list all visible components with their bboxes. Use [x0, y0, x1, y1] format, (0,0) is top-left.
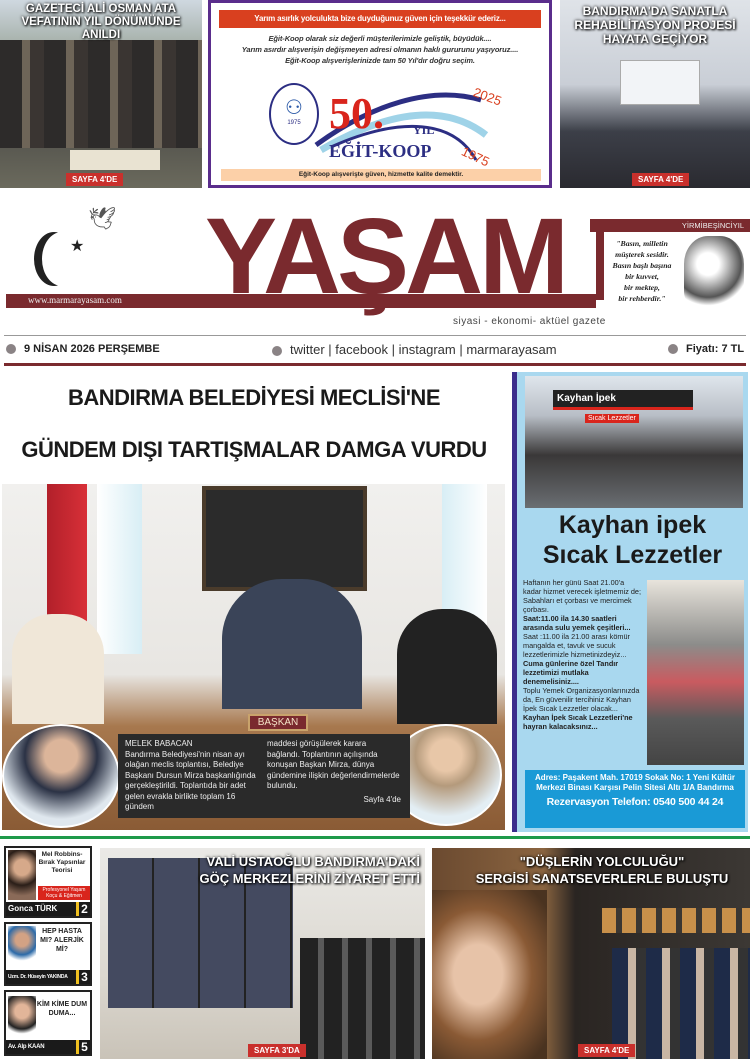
phone[interactable]: Rezervasyon Telefon: 0540 500 44 24	[546, 796, 724, 808]
top-right-story[interactable]	[560, 0, 750, 188]
page-number: 3	[76, 970, 90, 984]
photo-people	[0, 40, 202, 148]
page-ref: SAYFA 4'DE	[66, 173, 123, 186]
photo-screen	[620, 60, 700, 105]
page-ref[interactable]: Sayfa 4'de	[363, 794, 401, 804]
store-sign: Kayhan İpek	[557, 393, 616, 404]
kayhan-ipek-ad[interactable]	[512, 372, 748, 832]
top-left-headline: GAZETECİ ALİ OSMAN ATA VEFATININ YIL DÖNÜMÜNDE ANILDI	[21, 3, 181, 41]
website-link[interactable]: www.marmarayasam.com	[28, 295, 122, 305]
columnist-photo	[8, 926, 36, 966]
portrait-frame	[202, 486, 367, 591]
person	[397, 609, 497, 724]
ad-footer: Eğit-Koop alışverişte güven, hizmette kalite demektir.	[221, 169, 541, 181]
price: Fiyatı: 7 TL	[668, 343, 744, 355]
photo-people	[300, 938, 425, 1059]
brand-name: EĞİT-KOOP	[329, 141, 432, 161]
tagline: siyasi - ekonomi- aktüel gazete	[453, 316, 606, 327]
anniversary-number: 50.	[329, 89, 384, 138]
bottom-mid-story[interactable]	[100, 848, 425, 1059]
main-story-photo[interactable]	[2, 484, 505, 830]
columnist-card[interactable]: KİM KİME DUM DUMA... Av. Alp KAAN 5	[4, 990, 92, 1056]
story-excerpt: MELEK BABACAN Bandırma Belediyesi'nin nisan ayı olağan meclis toplantısı, Belediye Başkanı Dursun Mirza başkanlığında gerçekleştirildi. Toplantıda bir adet gelen evrakla birlikte toplam 16 gündem maddesi görüşülerek karara bağlandı. Toplantının açılışında konuşan Başkan Mirza, dünya gündemine ilişkin değerlendirmelerde bulundu. Sayfa 4'de	[118, 734, 410, 818]
year-label: YİRMİBEŞİNCİYIL	[590, 219, 750, 232]
divider	[4, 363, 746, 366]
top-right-headline: BANDIRMA'DA SANATLA REHABİLİTASYON PROJESİ HAYATA GEÇİYOR	[574, 4, 736, 46]
bottom-right-headline: "DÜŞLERİN YOLCULUĞU" SERGİSİ SANATSEVERLERLE BULUŞTU	[475, 854, 729, 886]
ataturk-quote: "Basın, milletin müşterek sesidir. Basın başlı başına bir kuvvet, bir mektep, bir rehberdir."	[612, 239, 672, 303]
author: MELEK BABACAN	[125, 739, 193, 748]
ad-contact: Adres: Paşakent Mah. 17019 Sokak No: 1 Yeni Kültür Merkezi Binası Karşısı Pelin Sitesi Altı 1/A Bandırma Rezervasyon Telefon: 0540 500 44 24	[525, 770, 745, 828]
columnist-photo	[8, 996, 36, 1040]
flag	[47, 484, 87, 634]
egit-koop-logo: ⚇ 1975	[269, 83, 319, 145]
inset-photo	[2, 724, 120, 828]
flag	[97, 484, 142, 654]
page-number: 5	[76, 1040, 90, 1054]
person	[222, 579, 362, 709]
columnist-role: Profesyonel Yaşam Koçu & Eğitmen	[38, 886, 90, 900]
ad-title: Kayhan ipek Sıcak Lezzetler	[542, 511, 723, 569]
painting	[432, 890, 547, 1059]
page-ref: SAYFA 4'DE	[632, 173, 689, 186]
masthead-title: YAŞAM	[204, 195, 566, 316]
page-ref: SAYFA 3'DA	[248, 1044, 306, 1057]
yil-label: YIL	[413, 123, 435, 137]
columnist-photo	[8, 850, 36, 900]
masthead-frame	[596, 232, 604, 300]
page-number: 2	[76, 902, 90, 916]
year-end: 2025	[471, 84, 504, 109]
store-sign-sub: Sıcak Lezzetler	[585, 414, 639, 423]
page-ref: SAYFA 4'DE	[578, 1044, 635, 1057]
divider	[0, 836, 750, 839]
bottom-right-story[interactable]	[432, 848, 750, 1059]
photo-grave	[70, 150, 160, 170]
top-left-story[interactable]	[0, 0, 202, 188]
person	[12, 614, 104, 724]
ad-photo-interior	[647, 580, 744, 765]
social-links: twitter | facebook | instagram | marmarayasam	[272, 342, 557, 357]
main-headline[interactable]: BANDIRMA BELEDİYESİ MECLİSİ'NE GÜNDEM DIŞI TARTIŞMALAR DAMGA VURDU	[21, 385, 487, 462]
date: 9 NİSAN 2026 PERŞEMBE	[6, 343, 160, 355]
photo-people	[612, 948, 750, 1059]
ataturk-portrait	[684, 236, 744, 306]
year-start: 1975	[459, 143, 492, 170]
columnist-card[interactable]: Mel Robbins-Bırak Yapsınlar Teorisi Profesyonel Yaşam Koçu & Eğitmen Gonca TÜRK 2	[4, 846, 92, 918]
bottom-mid-headline: VALİ USTAOĞLU BANDIRMA'DAKİ GÖÇ MERKEZLERİNİ ZİYARET ETTİ	[199, 854, 420, 886]
ad-text: Eğit-Koop olarak siz değerli müşterilerimizle geliştik, büyüdük.... Yarım asırdır alışverişin değişmeyen adresi olmanın haklı gururunu yaşıyoruz.... Eğit-Koop alışverişlerinizde tam 50 Yıl'dır doğru seçim.	[241, 34, 519, 65]
star-icon: ★	[70, 238, 85, 255]
divider	[4, 335, 746, 336]
dove-icon: 🕊	[88, 206, 116, 231]
paintings-row	[602, 908, 750, 933]
columnist-card[interactable]: HEP HASTA MI? ALERJİK Mİ? Uzm. Dr. Hüseyin YAKINDA 3	[4, 922, 92, 986]
ad-body: Haftanın her günü Saat 21.00'a kadar hizmet verecek işletmemiz de; Sabahları et çorbası ve mercimek çorbası. Saat:11.00 ila 14.30 saatleri arasında sulu yemek çeşitleri... Saat :11.00 ila 21.00 arası kömür mangalda et, tavuk ve sucuk lezzetlerimizle hizmetinizdeyiz... Cuma günlerine özel Tandır lezzetimizi mutlaka denemelisiniz.... Toplu Yemek Organizasyonlarınızda da, En güvenilir tercihiniz Kayhan İpek Sıcak Lezzetler olacak... Kayhan İpek Sıcak Lezzetleri'ne hayran kalacaksınız...	[523, 578, 642, 731]
nameplate: BAŞKAN	[248, 714, 308, 731]
ad-banner: Yarım asırlık yolculukta bize duyduğunuz güven için teşekkür ederiz...	[219, 10, 541, 28]
egit-koop-ad[interactable]	[208, 0, 552, 188]
ad-photo-storefront	[525, 376, 743, 508]
